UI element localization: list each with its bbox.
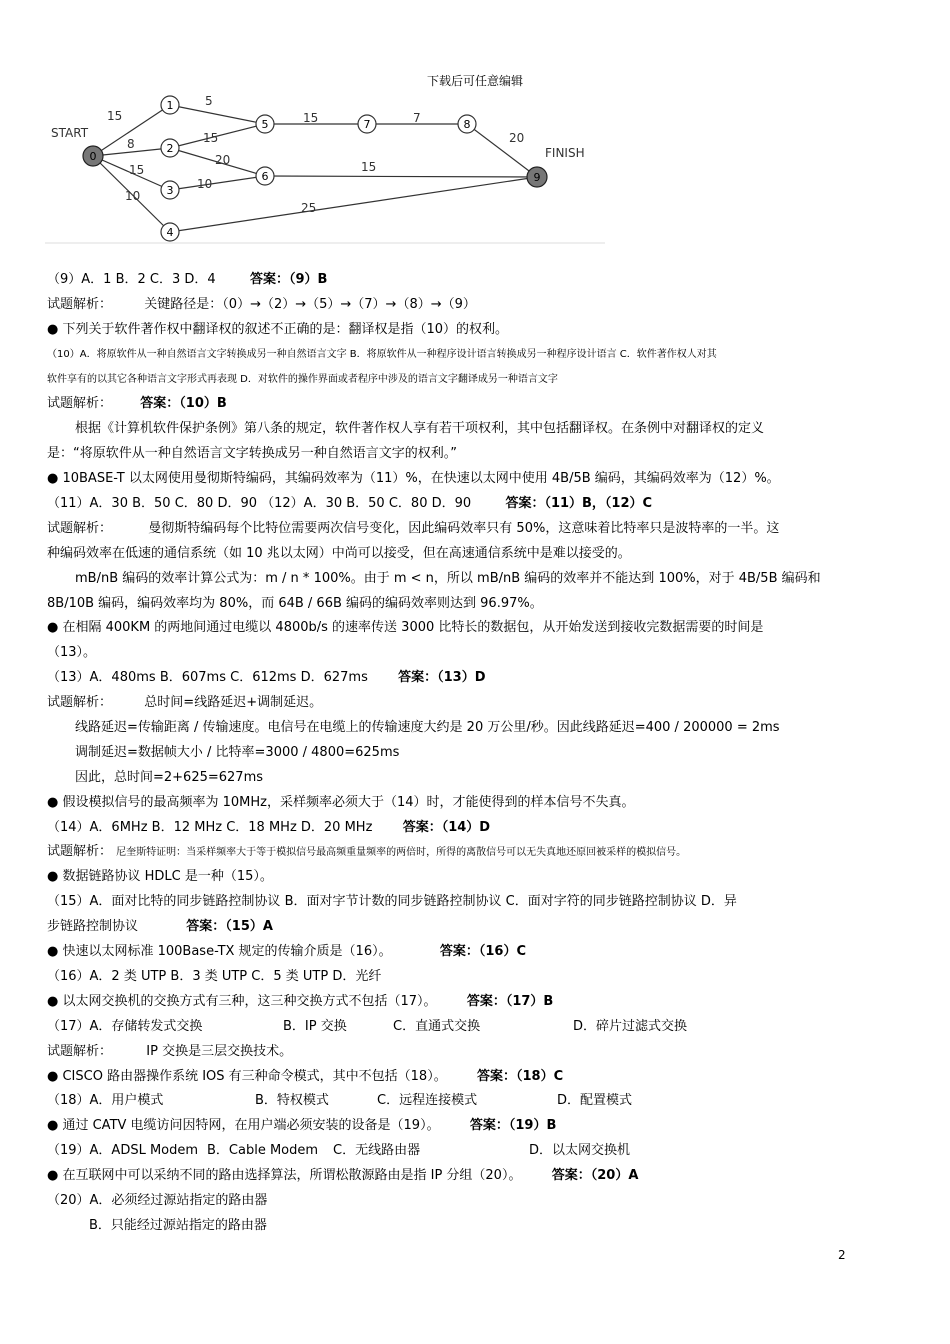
q15-options-line2: [47, 915, 847, 940]
explanation-label: 试题解析：: [47, 695, 113, 711]
critical-path-network-diagram: [45, 92, 605, 244]
q11-answer: 答案：（11）B，（12）C: [505, 496, 653, 512]
q20-option-a: （20）A．必须经过源站指定的路由器: [47, 1192, 268, 1208]
q10-explanation: [47, 392, 847, 417]
q10-explanation-line2: 是：“将原软件从一种自然语言文字转换成另一种自然语言文字的权利。”: [47, 446, 457, 462]
edge-label: 15: [361, 160, 377, 174]
edge-label: 7: [413, 111, 421, 125]
q17-explanation: [47, 1040, 847, 1065]
node-label: 1: [166, 99, 174, 112]
q16-options: （16）A．2 类 UTP B．3 类 UTP C．5 类 UTP D．光纤: [47, 968, 382, 984]
q19-option-b: B．Cable Modem: [207, 1143, 319, 1159]
q15-stem: ● 数据链路协议 HDLC 是一种（15）。: [47, 869, 273, 885]
q17-option-a: （17）A．存储转发式交换: [47, 1018, 203, 1034]
node-label: 2: [166, 142, 174, 155]
q13-options-text: （13）A．480ms B．607ms C．612ms D．627ms: [47, 670, 368, 686]
q14-explanation: [47, 840, 847, 865]
node-label: 8: [463, 118, 471, 131]
q13-answer: 答案：（13）D: [398, 670, 486, 686]
explanation-label: 试题解析：: [47, 520, 113, 536]
q18-stem-text: ● CISCO 路由器操作系统 IOS 有三种命令模式，其中不包括（18）。: [47, 1068, 447, 1084]
q19-answer: 答案：（19）B: [469, 1118, 557, 1134]
q19-options: [47, 1139, 847, 1164]
q11-explanation-line3: mB/nB 编码的效率计算公式为：m / n * 100%。由于 m < n，所以 mB/nB 编码的效率并不能达到 100%，对于 4B/5B 编码和: [75, 570, 821, 586]
q20-option-b: B．只能经过源站指定的路由器: [89, 1217, 267, 1233]
q19-option-a: （19）A．ADSL Modem: [47, 1143, 199, 1159]
q17-option-b: B．IP 交换: [283, 1018, 347, 1034]
q16-answer: 答案：（16）C: [439, 944, 527, 960]
q9-explanation: [47, 293, 847, 318]
q9-options: [47, 268, 847, 293]
q19-option-c: C．无线路由器: [333, 1143, 421, 1159]
q16-stem: [47, 940, 847, 965]
q20-stem-text: ● 在互联网中可以采纳不同的路由选择算法，所谓松散源路由是指 IP 分组（20）。: [47, 1168, 522, 1184]
q17-option-c: C．直通式交换: [393, 1018, 481, 1034]
q13-explanation-line3: 调制延迟=数据帧大小 / 比特率=3000 / 4800=625ms: [75, 744, 400, 760]
q14-options: [47, 816, 847, 841]
node-label: 6: [261, 170, 269, 183]
q15-options-text: 步链路控制协议: [47, 919, 139, 935]
q13-explanation-line2: 线路延迟=传输距离 / 传输速度。电信号在电缆上的传输速度大约是 20 万公里/秒。因此线路延迟=400 / 200000 = 2ms: [75, 720, 780, 736]
explanation-label: 试题解析：: [47, 1043, 113, 1059]
q10-options-line1: （10）A．将原软件从一种自然语言文字转换成另一种自然语言文字 B．将原软件从一种程序设计语言转换成另一种程序设计语言 C．软件著作权人对其: [47, 348, 717, 360]
edge-label: 15: [107, 109, 123, 123]
edge-label: 25: [301, 201, 317, 215]
page-header: 下载后可任意编辑: [426, 74, 523, 88]
explanation-text: IP 交换是三层交换技术。: [146, 1043, 293, 1059]
q18-option-b: B．特权模式: [255, 1093, 329, 1109]
explanation-label: 试题解析：: [47, 396, 113, 412]
q10-stem: ● 下列关于软件著作权中翻译权的叙述不正确的是：翻译权是指（10）的权利。: [47, 321, 509, 337]
explanation-text: 总时间=线路延迟+调制延迟。: [144, 695, 323, 711]
explanation-text: 曼彻斯特编码每个比特位需要两次信号变化，因此编码效率只有 50%，这意味着比特率只是波特率的一半。这: [148, 520, 780, 536]
q13-stem-line1: ● 在相隔 400KM 的两地间通过电缆以 4800b/s 的速率传送 3000 比特长的数据包，从开始发送到接收完数据需要的时间是: [47, 620, 764, 636]
edge-label: 5: [205, 94, 213, 108]
q20-stem: [47, 1164, 847, 1189]
q18-option-a: （18）A．用户模式: [47, 1093, 164, 1109]
document-body: [47, 268, 847, 1239]
q11-options: [47, 492, 847, 517]
q17-stem: [47, 990, 847, 1015]
explanation-text: 关键路径是：（0）→（2）→（5）→（7）→（8）→（9）: [144, 296, 476, 312]
q18-answer: 答案：（18）C: [477, 1068, 564, 1084]
q17-answer: 答案：（17）B: [466, 993, 554, 1009]
edge-label: 8: [127, 137, 135, 151]
node-label: 3: [166, 184, 174, 197]
edge-label: 20: [215, 153, 231, 167]
start-label: START: [51, 126, 89, 140]
q14-options-text: （14）A．6MHz B．12 MHz C．18 MHz D．20 MHz: [47, 819, 373, 835]
q11-explanation-line4: 8B/10B 编码，编码效率均为 80%，而 64B / 66B 编码的编码效率则达到 96.97%。: [47, 595, 543, 611]
q18-options: [47, 1089, 847, 1114]
node-label: 5: [261, 118, 269, 131]
node-label: 7: [363, 118, 371, 131]
edge-label: 20: [509, 131, 525, 145]
q10-answer: 答案：（10）B: [140, 396, 227, 412]
finish-label: FINISH: [545, 146, 585, 160]
q18-option-d: D．配置模式: [557, 1093, 633, 1109]
q13-explanation-line4: 因此，总时间=2+625=627ms: [75, 769, 264, 785]
q9-answer: 答案：（9）B: [249, 272, 328, 287]
q18-stem: [47, 1065, 847, 1090]
q20-answer: 答案：（20）A: [551, 1168, 639, 1184]
q19-stem-text: ● 通过 CATV 电缆访问因特网，在用户端必须安装的设备是（19）。: [47, 1118, 440, 1134]
node-label: 4: [166, 226, 174, 239]
edge-label: 15: [303, 111, 319, 125]
q10-options-line2: 软件享有的以其它各种语言文字形式再表现 D．对软件的操作界面或者程序中涉及的语言文字翻译成另一种语言文字: [47, 373, 558, 385]
edge-label: 10: [125, 189, 141, 203]
q18-option-c: C．远程连接模式: [377, 1093, 478, 1109]
q9-options-text: （9）A．1 B．2 C．3 D．4: [47, 272, 216, 287]
q15-answer: 答案：（15）A: [186, 919, 273, 935]
explanation-text: 尼奎斯特证明：当采样频率大于等于模拟信号最高频重量频率的两倍时，所得的离散信号可以无失真地还原回被采样的模拟信号。: [116, 847, 687, 859]
q19-stem: [47, 1114, 847, 1139]
q14-stem: ● 假设模拟信号的最高频率为 10MHz，采样频率必须大于（14）时，才能使得到的样本信号不失真。: [47, 794, 635, 810]
q11-explanation: [47, 517, 847, 542]
q13-stem-line2: （13）。: [47, 645, 97, 661]
node-label: 0: [89, 150, 97, 163]
q15-options-line1: （15）A．面对比特的同步链路控制协议 B．面对字节计数的同步链路控制协议 C．面对字符的同步链路控制协议 D．异: [47, 894, 737, 910]
q17-options: [47, 1015, 847, 1040]
q11-stem: ● 10BASE-T 以太网使用曼彻斯特编码，其编码效率为（11）%，在快速以太网中使用 4B/5B 编码，其编码效率为（12）%。: [47, 471, 780, 487]
edge-label: 10: [197, 177, 213, 191]
q13-explanation: [47, 691, 847, 716]
q19-option-d: D．以太网交换机: [529, 1143, 631, 1159]
q11-explanation-line2: 种编码效率在低速的通信系统（如 10 兆以太网）中尚可以接受，但在高速通信系统中是难以接受的。: [47, 545, 631, 561]
q10-explanation-line1: 根据《计算机软件保护条例》第八条的规定，软件著作权人享有若干项权利，其中包括翻译权。在条例中对翻译权的定义: [75, 421, 765, 437]
q16-stem-text: ● 快速以太网标准 100Base-TX 规定的传输介质是（16）。: [47, 944, 392, 960]
edge-label: 15: [129, 163, 145, 177]
q14-answer: 答案：（14）D: [402, 819, 491, 835]
explanation-label: 试题解析：: [47, 296, 113, 312]
explanation-label: 试题解析：: [47, 844, 113, 860]
q11-options-text: （11）A．30 B．50 C．80 D．90 （12）A．30 B．50 C．80 D．90: [47, 496, 472, 512]
page-number: 2: [838, 1248, 846, 1262]
q13-options: [47, 666, 847, 691]
node-label: 9: [533, 171, 541, 184]
q17-option-d: D．碎片过滤式交换: [573, 1018, 688, 1034]
q17-stem-text: ● 以太网交换机的交换方式有三种，这三种交换方式不包括（17）。: [47, 993, 437, 1009]
edge-label: 15: [203, 131, 219, 145]
